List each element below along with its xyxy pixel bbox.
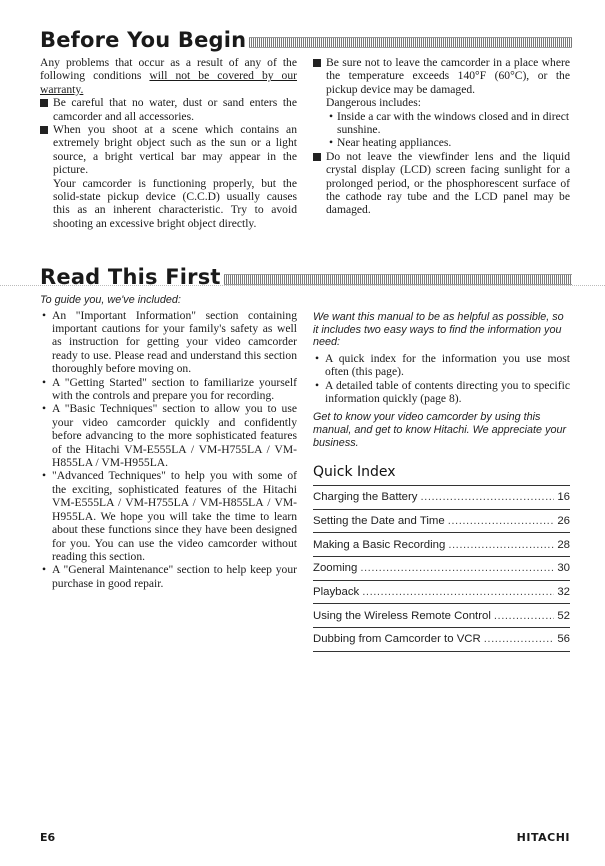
bullet-icon: • xyxy=(42,402,47,416)
section-bullet: • "Advanced Techniques" to help you with some of the exciting, sophisticated features of the Hitachi VM-E555LA / VM-H755LA / VM-H855LA / VM-H955LA. We hope you will take the time to learn about these functions since they have been designed for you. You can use the video camcorder without reading this section. xyxy=(42,469,297,563)
quick-index-row xyxy=(313,627,570,652)
bullet-icon: • xyxy=(315,351,320,365)
quick-index-label: Making a Basic Recording xyxy=(313,538,446,551)
quick-index-row xyxy=(313,532,570,556)
bullet-icon: • xyxy=(315,378,320,392)
quick-index-page: 30 xyxy=(557,562,570,575)
bullet-icon: • xyxy=(329,136,334,150)
quick-index-page: 16 xyxy=(557,491,570,504)
index-bullet: • A quick index for the information you use most often (this page). xyxy=(315,351,570,379)
bullet-icon: • xyxy=(42,308,47,322)
quick-index-row xyxy=(313,603,570,627)
dot-leader xyxy=(420,491,554,503)
caution-item: When you shoot at a scene which contains an extremely bright object such as the sun or a light source, a bright vertical bar may appear in the picture. xyxy=(40,123,297,177)
caution-item: Be sure not to leave the camcorder in a place where the temperature exceeds 140°F (60°C), or the pickup device may be damaged. xyxy=(313,56,570,96)
quick-index-title: Quick Index xyxy=(313,464,396,480)
quick-index-label: Charging the Battery xyxy=(313,491,418,504)
square-bullet-icon xyxy=(313,59,321,67)
quick-index-page: 56 xyxy=(557,633,570,646)
dot-leader xyxy=(448,539,554,551)
quick-index-row xyxy=(313,580,570,604)
square-bullet-icon xyxy=(40,126,48,134)
section-bullet: • A "Getting Started" section to familiarize yourself with the controls and prepare you for recording. xyxy=(42,375,297,403)
before-right-column xyxy=(313,56,570,217)
section-bullet: • A "General Maintenance" section to help keep your purchase in good repair. xyxy=(42,563,297,590)
bullet-icon: • xyxy=(42,375,47,389)
brand-logo: HITACHI xyxy=(516,831,570,844)
warranty-intro: Any problems that occur as a result of any of the following conditions will not be covered by our warranty. xyxy=(40,56,298,96)
quick-index-list xyxy=(313,485,570,652)
read-this-first-heading-row xyxy=(40,267,572,288)
before-you-begin-heading-row xyxy=(40,30,572,51)
quick-index-page: 26 xyxy=(557,515,570,528)
dot-leader xyxy=(360,562,554,574)
read-this-first-heading: Read This First xyxy=(40,265,221,289)
quick-index-row xyxy=(313,485,570,509)
quick-index-row xyxy=(313,556,570,580)
quick-index-label: Playback xyxy=(313,586,360,599)
caution-item: Be careful that no water, dust or sand enters the camcorder and all accessories. xyxy=(40,96,297,123)
dot-leader xyxy=(448,515,555,527)
quick-index-label: Setting the Date and Time xyxy=(313,515,445,528)
quick-index-label: Zooming xyxy=(313,562,358,575)
warranty-underlined: will not be covered by our warranty. xyxy=(40,69,298,96)
quick-index-page: 52 xyxy=(557,609,570,622)
read-left-column xyxy=(40,294,297,590)
caution-note: Your camcorder is functioning properly, but the solid-state pickup device (C.C.D) usually causes this as an inherent characteristic. Try to avoid shooting an excessive bright object directly. xyxy=(53,176,297,230)
dangerous-item: • Inside a car with the windows closed and in direct sunshine. xyxy=(329,109,570,137)
quick-index-page: 28 xyxy=(557,538,570,551)
guide-intro: To guide you, we've included: xyxy=(40,294,181,306)
square-bullet-icon xyxy=(313,153,321,161)
heading-rule xyxy=(224,274,572,285)
dot-leader xyxy=(484,633,555,645)
section-bullet: • An "Important Information" section containing important cautions for your family's safety as well as instruction for getting your video camcorder ready to use. Please read and understand this section thoroughly before moving on. xyxy=(42,308,297,376)
quick-index-page: 32 xyxy=(557,586,570,599)
index-bullet: • A detailed table of contents directing you to specific information quickly (page 8). xyxy=(315,378,570,405)
caution-item: Do not leave the viewfinder lens and the liquid crystal display (LCD) screen facing sunlight for a prolonged period, or the phosphorescent surface of the cathode ray tube and the LCD panel may be damaged. xyxy=(313,150,570,217)
section-bullet: • A "Basic Techniques" section to allow you to use your video camcorder quickly and confidently before advancing to the more sophisticated features of the Hitachi VM-E555LA / VM-H755LA / VM-H855LA / VM-H955LA. xyxy=(42,402,297,470)
dangerous-item: • Near heating appliances. xyxy=(329,136,452,150)
page-number: E6 xyxy=(40,831,56,844)
before-left-column xyxy=(40,56,297,230)
dangerous-label: Dangerous includes: xyxy=(326,96,421,110)
dot-leader xyxy=(494,610,554,622)
dot-leader xyxy=(362,586,554,598)
before-you-begin-heading: Before You Begin xyxy=(40,28,247,52)
bullet-icon: • xyxy=(42,469,47,483)
square-bullet-icon xyxy=(40,99,48,107)
know-hitachi: Get to know your video camcorder by using this manual, and get to know Hitachi. We appreciate your business. xyxy=(313,411,567,449)
helpful-intro: We want this manual to be as helpful as possible, so it includes two easy ways to find the information you need: xyxy=(313,311,564,349)
heading-rule xyxy=(249,37,572,48)
quick-index-label: Using the Wireless Remote Control xyxy=(313,609,491,622)
quick-index-label: Dubbing from Camcorder to VCR xyxy=(313,633,481,646)
quick-index-row xyxy=(313,509,570,533)
read-right-column xyxy=(313,311,570,449)
bullet-icon: • xyxy=(42,563,47,577)
bullet-icon: • xyxy=(329,109,334,123)
